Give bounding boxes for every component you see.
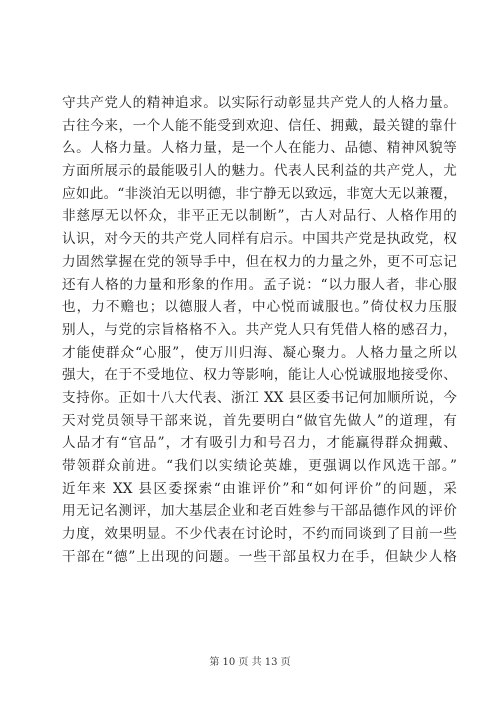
text-line: 用无记名测评，加大基层企业和老百姓参与干部品德作风的评价 <box>62 503 457 520</box>
text-line: 应如此。“非淡泊无以明德，非宁静无以致远，非宽大无以兼覆， <box>62 185 457 202</box>
text-line: 近年来 XX 县区委探索“由谁评价”和“如何评价”的问题，采 <box>62 480 457 497</box>
text-line: 非慈厚无以怀众，非平正无以制断”，古人对品行、人格作用的 <box>62 208 457 225</box>
text-line: 天对党员领导干部来说，首先要明白“做官先做人”的道理，有 <box>62 412 457 429</box>
text-line: 么。人格力量。人格力量，是一个人在能力、品德、精神风貌等 <box>62 140 457 157</box>
text-line: 人品才有“官品”，才有吸引力和号召力，才能赢得群众拥戴、 <box>62 435 457 452</box>
text-line: 也，力不赡也；以德服人者，中心悦而诚服也。”倚仗权力压服 <box>62 299 457 316</box>
text-line: 认识，对今天的共产党人同样有启示。中国共产党是执政党，权 <box>62 231 457 248</box>
body-text <box>62 92 457 568</box>
text-line: 强大，在于不受地位、权力等影响，能让人心悦诚服地接受你、 <box>62 367 457 384</box>
text-line: 支持你。正如十八大代表、浙江 XX 县区委书记何加顺所说，今 <box>62 389 457 406</box>
text-line: 方面所展示的最能吸引人的魅力。代表人民利益的共产党人，尤 <box>62 163 457 180</box>
text-line: 干部在“德”上出现的问题。一些干部虽权力在手，但缺少人格 <box>62 548 457 565</box>
text-line: 带领群众前进。“我们以实绩论英雄，更强调以作风选干部。” <box>62 458 457 474</box>
text-line: 别人，与党的宗旨格格不入。共产党人只有凭借人格的感召力， <box>62 321 457 338</box>
page-number-footer: 第 10 页 共 13 页 <box>209 657 291 668</box>
text-line: 力固然掌握在党的领导手中，但在权力的力量之外，更不可忘记 <box>62 253 457 270</box>
text-line: 才能使群众“心服”，使万川归海、凝心聚力。人格力量之所以 <box>62 344 457 361</box>
text-line: 守共产党人的精神追求。以实际行动彰显共产党人的人格力量。 <box>62 95 457 111</box>
text-line: 还有人格的力量和形象的作用。孟子说：“以力服人者，非心服 <box>62 276 457 293</box>
text-line: 古往今来，一个人能不能受到欢迎、信任、拥戴，最关键的靠什 <box>62 117 457 134</box>
text-line: 力度，效果明显。不少代表在讨论时，不约而同谈到了目前一些 <box>62 526 457 543</box>
